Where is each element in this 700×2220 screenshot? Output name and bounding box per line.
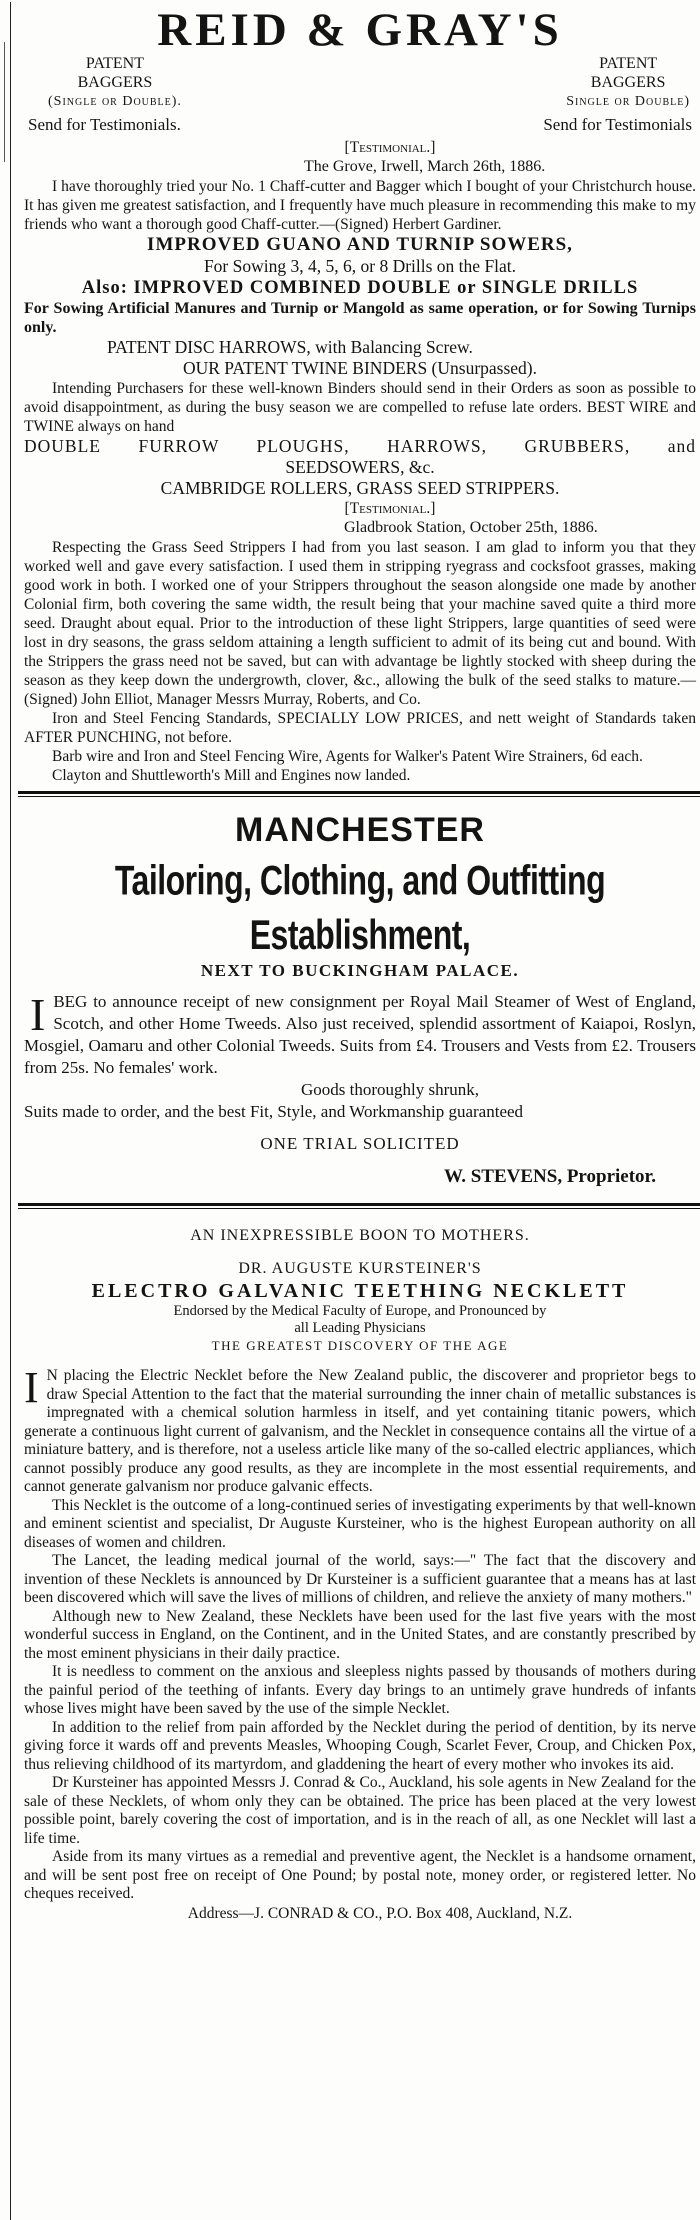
testimonial-body: I have thoroughly tried your No. 1 Chaff-cutter and Bagger which I bought of your Christchurch house. It has given me greatest satisfaction, and I frequently have much pleasure in recommending this make to my friends who want a thorough good Chaff-cutter.—(Signed) Herbert Gardiner. xyxy=(24,178,696,233)
kursteiner-para-7: Dr Kursteiner has appointed Messrs J. Conrad & Co., Auckland, his sole agents in New Zealand for the sale of these Necklets, of whom only they can be obtained. The price has been placed at the very lowest possible point, barely covering the cost of importation, and is in the reach of all, as one Necklet will last a life time. xyxy=(24,1774,696,1847)
section-divider-thin xyxy=(18,796,700,797)
reid-gray-title: REID & GRAY'S xyxy=(157,4,563,56)
suits-to-order: Suits made to order, and the best Fit, Style, and Workmanship guaranteed xyxy=(24,1102,524,1121)
send-testimonials-right: Send for Testimonials xyxy=(543,115,692,134)
also-drills-heading: Also: IMPROVED COMBINED DOUBLE or SINGLE DRILLS xyxy=(81,278,639,298)
dr-kursteiner: DR. AUGUSTE KURSTEINER'S xyxy=(238,1260,482,1277)
reid-gray-advertisement xyxy=(24,2,696,785)
column-rule-fragment xyxy=(4,42,5,162)
column-rule xyxy=(10,2,11,2220)
section-divider-2 xyxy=(18,1203,700,1206)
intending-purchasers: Intending Purchasers for these well-known Binders should send in their Orders as soon as possible to avoid disappointment, as during the busy season we are compelled to refuse late orders. BEST WIRE and TWINE always on hand xyxy=(24,380,696,435)
kursteiner-advertisement xyxy=(24,1225,696,1923)
endorsed-line-2: all Leading Physicians xyxy=(294,1320,426,1336)
proprietor-signature: W. STEVENS, Proprietor. xyxy=(443,1166,656,1187)
clayton-shuttleworth: Clayton and Shuttleworth's Mill and Engines now landed. xyxy=(52,767,411,784)
tailoring-heading: Tailoring, Clothing, and Outfitting Establishment, xyxy=(114,856,606,959)
barb-wire: Barb wire and Iron and Steel Fencing Wire, Agents for Walker's Patent Wire Strainers, 6d each. xyxy=(52,748,643,765)
kursteiner-para-1 xyxy=(24,1363,696,1497)
right-patent: PATENT xyxy=(599,55,658,72)
left-patent: PATENT xyxy=(85,55,145,72)
manchester-body-text: BEG to announce receipt of new consignment per Royal Mail Steamer of West of England, Scotch, and other Home Tweeds. Also just received, splendid assortment of Kaiapoi, Roslyn, Mosgiel, Oamaru and other Colonial Tweeds. Suits from £4. Trousers and Vests from £2. Trousers from 25s. No females' work. xyxy=(24,992,696,1077)
conrad-address: Address—J. CONRAD & CO., P.O. Box 408, Auckland, N.Z. xyxy=(187,1904,573,1922)
greatest-discovery: THE GREATEST DISCOVERY OF THE AGE xyxy=(211,1338,509,1353)
disc-harrows-heading: PATENT DISC HARROWS, with Balancing Screw. xyxy=(107,337,473,357)
testimonial-label-2: [Testimonial.] xyxy=(344,500,436,517)
kursteiner-para-3: The Lancet, the leading medical journal of the world, says:—" The fact that the discovery and invention of these Necklets is announced by Dr Kursteiner is a sufficient guarantee that a means has at last been discovered which will save the lives of millions of children, and relieve the anxiety of many mothers." xyxy=(24,1552,696,1606)
kursteiner-para-2: This Necklet is the outcome of a long-continued series of investigating experiments by that well-known and eminent scientist and specialist, Dr Auguste Kursteiner, who is the highest European authority on all diseases of women and children. xyxy=(24,1496,696,1551)
endorsed-line-1: Endorsed by the Medical Faculty of Europe, and Pronounced by xyxy=(173,1303,547,1319)
right-baggers: BAGGERS xyxy=(590,74,666,91)
right-baggers-block xyxy=(566,54,690,111)
kursteiner-para-5: It is needless to comment on the anxious and sleepless nights passed by thousands of mothers during the painful period of the teething of infants. Every day brings to an untimely grave hundreds of infants whose lives might have been saved by the use of the simple Necklet. xyxy=(24,1663,696,1717)
left-baggers-block xyxy=(48,54,182,111)
section-divider xyxy=(18,791,700,794)
drop-cap-2: I xyxy=(24,1363,39,1412)
section-divider-2-thin xyxy=(18,1208,700,1209)
send-testimonials-row xyxy=(24,114,696,136)
manchester-body xyxy=(24,991,696,1079)
kursteiner-para-8: Aside from its many virtues as a remedial and preventive agent, the Necklet is a handsome ornament, and will be sent post free on receipt of One Pound; by postal note, money order, or registered letter. No cheques received. xyxy=(24,1848,696,1902)
drills-description: For Sowing Artificial Manures and Turnip or Mangold as same operation, or for Sowing Turnips only. xyxy=(24,300,696,336)
newspaper-page xyxy=(0,2,700,2220)
guano-heading: IMPROVED GUANO AND TURNIP SOWERS, xyxy=(147,234,573,255)
goods-shrunk: Goods thoroughly shrunk, xyxy=(300,1080,480,1099)
kursteiner-para-4: Although new to New Zealand, these Necklets have been used for the last five years with the most wonderful success in England, on the Continent, and in the United States, and are constantly prescribed by the most eminent physicians in their daily practice. xyxy=(24,1607,696,1662)
next-to-palace: NEXT TO BUCKINGHAM PALACE. xyxy=(200,961,520,980)
left-baggers: BAGGERS xyxy=(77,74,153,91)
testimonial-place-date-2: Gladbrook Station, October 25th, 1886. xyxy=(344,519,598,536)
twine-binders-heading: OUR PATENT TWINE BINDERS (Unsurpassed). xyxy=(182,358,538,378)
kursteiner-para-6: In addition to the relief from pain afforded by the Necklet during the period of dentition, by its nerve giving force it wards off and prevents Measles, Whooping Cough, Scarlet Fever, Croup, and Chicken Pox, thus relieving childhood of its martyrdom, and gladdening the heart of every mother who invokes its aid. xyxy=(24,1718,696,1773)
testimonial-place-date: The Grove, Irwell, March 26th, 1886. xyxy=(304,158,546,175)
left-single-double: (Single or Double). xyxy=(48,94,182,109)
manchester-title: MANCHESTER xyxy=(235,811,485,849)
drop-cap: I xyxy=(30,989,46,1040)
testimonial-label: [Testimonial.] xyxy=(344,139,436,156)
cambridge-rollers-heading: CAMBRIDGE ROLLERS, GRASS SEED STRIPPERS. xyxy=(160,478,560,498)
double-furrow-heading: DOUBLE FURROW PLOUGHS, HARROWS, GRUBBERS, and xyxy=(24,436,696,456)
right-single-double: Single or Double) xyxy=(566,94,690,109)
send-testimonials-left: Send for Testimonials. xyxy=(28,115,181,134)
boon-heading: AN INEXPRESSIBLE BOON TO MOTHERS. xyxy=(190,1227,530,1244)
manchester-advertisement xyxy=(24,809,696,1189)
kursteiner-para-1-text: N placing the Electric Necklet before the New Zealand public, the discoverer and proprietor begs to draw Special Attention to the fact that the material surrounding the inner chain of metallic substances is impregnated with a chemical solution harmless in itself, and yet containing titanic powers, which generate a continuous light current of galvanism, and the Necklet in consequence contains all the virtue of a miniature battery, and is therefore, not a useless article like many of the so-called electric appliances, which cannot possibly produce any good results, as they are incomplete in the most essential requirements, and cannot generate galvanism nor produce galvanic effects. xyxy=(24,1367,696,1495)
iron-steel-standards: Iron and Steel Fencing Standards, SPECIALLY LOW PRICES, and nett weight of Standards taken AFTER PUNCHING, not before. xyxy=(24,710,696,746)
testimonial-body-2: Respecting the Grass Seed Strippers I had from you last season. I am glad to inform you that they worked well and gave every satisfaction. I used them in stripping ryegrass and cocksfoot grasses, making good work in both. I worked one of your Strippers throughout the season alongside one made by another Colonial firm, both covering the same width, the result being that your machine saved quite a third more seed. Draught about equal. Prior to the introduction of these light Strippers, large quantities of seed were lost in dry seasons, the grass seldom attaining a length sufficient to admit of its being cut and bound. With the Strippers the grass need not be saved, but can with advantage be lightly stocked with sheep during the season as they keep down the undergrowth, clover, &c., allowing the bulk of the seed stalks to mature.—(Signed) John Elliot, Manager Messrs Murray, Roberts, and Co. xyxy=(24,539,696,708)
seedsowers-heading: SEEDSOWERS, &c. xyxy=(285,457,435,477)
guano-subheading: For Sowing 3, 4, 5, 6, or 8 Drills on the Flat. xyxy=(203,256,517,276)
necklett-title: ELECTRO GALVANIC TEETHING NECKLETT xyxy=(91,1280,629,1302)
one-trial-solicited: ONE TRIAL SOLICITED xyxy=(260,1134,460,1153)
